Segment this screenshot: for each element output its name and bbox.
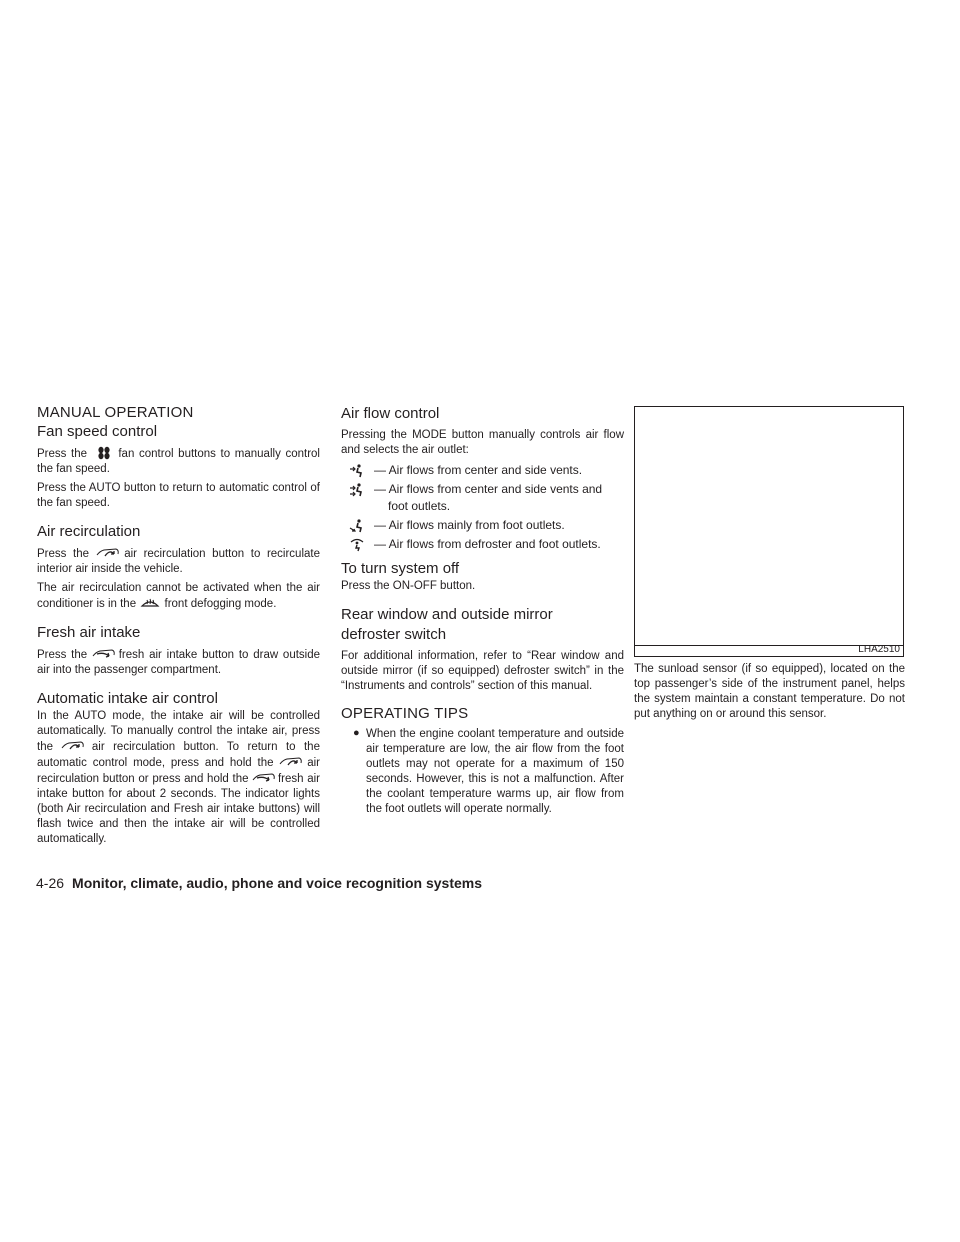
page-number: 4-26	[36, 875, 65, 891]
list-item: — Air flows mainly from foot outlets.	[341, 517, 624, 534]
subheading-air-recirculation: Air recirculation	[37, 523, 141, 540]
fresh-air-intake-icon	[92, 647, 114, 659]
defrost-foot-mode-icon	[349, 538, 365, 552]
page-footer	[36, 875, 482, 891]
figure-divider	[634, 645, 904, 646]
air-flow-intro: Pressing the MODE button manually controls air flow and selects the air outlet:	[341, 429, 624, 456]
recirc-paragraph-1: Press the air recirculation button to recirculate interior air inside the vehicle.	[37, 548, 320, 575]
column-middle	[341, 404, 624, 817]
section-heading-operating-tips: OPERATING TIPS	[341, 705, 469, 722]
subheading-automatic-intake: Automatic intake air control	[37, 690, 218, 707]
rear-defroster-text: For additional information, refer to “Rear window and outside mirror (if so equipped) defroster switch” in the “Instruments and controls” section of this manual.	[341, 650, 624, 692]
air-recirculation-icon	[61, 739, 83, 751]
chapter-title: Monitor, climate, audio, phone and voice recognition systems	[72, 875, 482, 891]
subheading-air-flow-control: Air flow control	[341, 405, 440, 422]
air-recirculation-icon	[279, 755, 301, 767]
subheading-fresh-air: Fresh air intake	[37, 624, 141, 641]
air-flow-mode-list	[341, 462, 624, 553]
operating-tip-text: When the engine coolant temperature and outside air temperature are low, the air flow from the foot outlets may not operate for a maximum of 150 seconds. However, this is not a malfunction. After the coolant temperature warms up, air flow from the foot outlets will operate normally.	[366, 728, 624, 815]
front-defrost-icon	[139, 596, 161, 608]
air-recirculation-icon	[96, 546, 118, 558]
auto-intake-paragraph: In the AUTO mode, the intake air will be controlled automatically. To manually control the intake air, press the air recirculation button. To return to the automatic control mode, press and hold the air recirculation button or press and hold the fresh air intake button for about 2 seconds. The indicator lights (both Air recirculation and Fresh air intake buttons) will flash twice and then the intake air will be controlled automatically.	[37, 710, 320, 845]
subheading-turn-system-off: To turn system off	[341, 560, 460, 577]
subheading-fan-speed: Fan speed control	[37, 423, 158, 440]
sunload-sensor-text: The sunload sensor (if so equipped), located on the top passenger’s side of the instrument panel, helps the system maintain a constant temperature. Do not put anything on or around this sensor.	[634, 663, 905, 720]
figure-label: LHA2510	[858, 644, 900, 655]
subheading-rear-window-defroster: Rear window and outside mirror defroster switch	[341, 606, 553, 643]
list-item: — Air flows from center and side vents.	[341, 462, 624, 479]
list-item: — Air flows from center and side vents and foot outlets.	[341, 481, 624, 515]
bi-level-mode-icon	[349, 483, 365, 497]
column-right	[634, 662, 905, 722]
fresh-air-intake-icon	[252, 771, 274, 783]
fan-paragraph-2: Press the AUTO button to return to automatic control of the fan speed.	[37, 482, 320, 509]
fan-paragraph-1: Press the fan control buttons to manually control the fan speed.	[37, 448, 320, 475]
section-heading-manual-operation: MANUAL OPERATION	[37, 404, 194, 421]
column-left	[37, 404, 320, 847]
vent-mode-icon	[349, 464, 365, 478]
foot-mode-icon	[349, 519, 365, 533]
turn-off-text: Press the ON-OFF button.	[341, 580, 476, 592]
bullet-dot: ●	[353, 727, 360, 739]
recirc-paragraph-2: The air recirculation cannot be activated when the air conditioner is in the front defogging mode.	[37, 582, 320, 610]
sunload-sensor-figure	[634, 406, 904, 657]
list-item	[341, 727, 624, 817]
list-item: — Air flows from defroster and foot outlets.	[341, 536, 624, 553]
fresh-paragraph-1: Press the fresh air intake button to draw outside air into the passenger compartment.	[37, 649, 321, 676]
fan-icon	[92, 446, 114, 458]
